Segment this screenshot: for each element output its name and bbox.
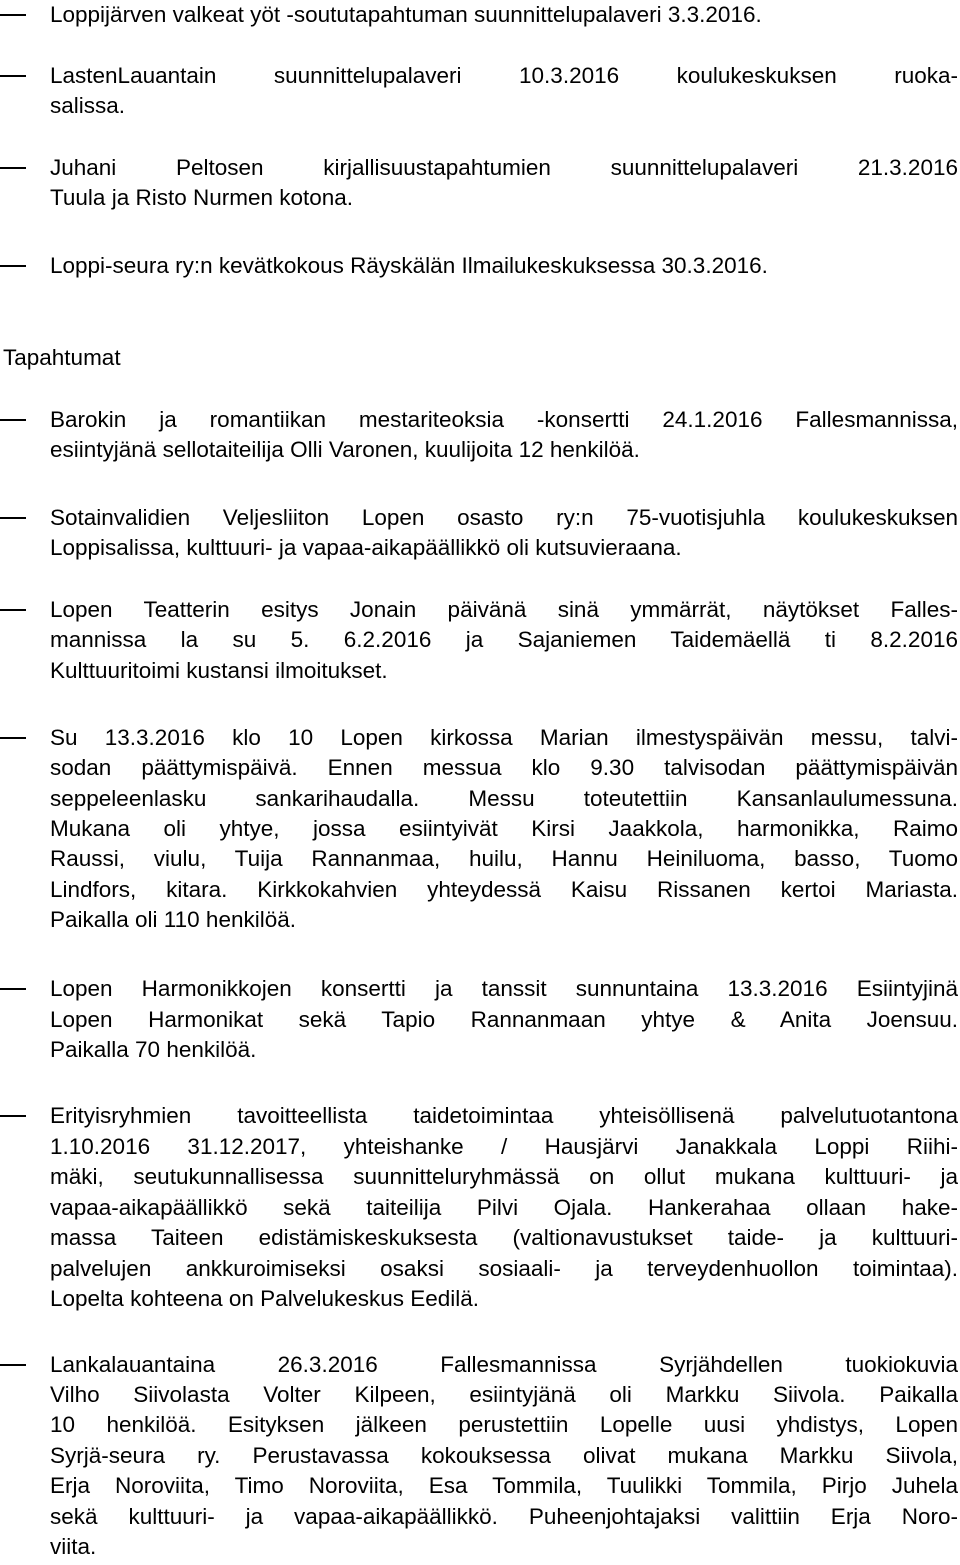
text-line: salissa. [50,93,126,118]
text-line: Lopen Harmonikat sekä Tapio Rannanmaan yhtye & Anita Joensuu. [50,1007,958,1032]
text-line: Loppijärven valkeat yöt -soututapahtuman suunnittelupalaveri 3.3.2016. [50,2,762,27]
text-line: massa Taiteen edistämiskeskuksesta (valtionavustukset taide- ja kulttuuri- [50,1225,958,1250]
text-line: Loppi-seura ry:n kevätkokous Räyskälän Ilmailukeskuksessa 30.3.2016. [50,253,768,278]
text-line: Barokin ja romantiikan mestariteoksia -konsertti 24.1.2016 Fallesmannissa, [50,407,958,432]
text-line: mäki, seutukunnallisessa suunnitteluryhmässä on ollut mukana kulttuuri- ja [50,1164,958,1189]
list-dash [0,167,26,169]
text-line: Lindfors, kitara. Kirkkokahvien yhteydessä Kaisu Rissanen kertoi Mariasta. [50,877,958,902]
text-line: Kulttuuritoimi kustansi ilmoitukset. [50,658,388,683]
text-line: Mukana oli yhtye, jossa esiintyivät Kirsi Jaakkola, harmonikka, Raimo [50,816,958,841]
text-line: Syrjä-seura ry. Perustavassa kokouksessa olivat mukana Markku Siivola, [50,1443,958,1468]
list-dash [0,75,26,77]
text-line: Lopen Teatterin esitys Jonain päivänä sinä ymmärrät, näytökset Falles- [50,597,958,622]
text-line: Lopelta kohteena on Palvelukeskus Eedilä. [50,1286,480,1311]
list-dash [0,1115,26,1117]
text-line: palvelujen ankkuroimiseksi osaksi sosiaali- ja terveydenhuollon toimintaa). [50,1256,958,1281]
text-line: 1.10.2016 31.12.2017, yhteishanke / Hausjärvi Janakkala Loppi Riihi- [50,1134,958,1159]
section-heading: Tapahtumat [3,345,121,370]
text-line: esiintyjänä sellotaiteilija Olli Varonen, kuulijoita 12 henkilöä. [50,437,640,462]
text-line: Loppisalissa, kulttuuri- ja vapaa-aikapäällikkö oli kutsuvieraana. [50,535,682,560]
text-line: Paikalla 70 henkilöä. [50,1037,257,1062]
list-dash [0,737,26,739]
text-line: mannissa la su 5. 6.2.2016 ja Sajaniemen Taidemäellä ti 8.2.2016 [50,627,958,652]
text-line: viita. [50,1534,97,1559]
text-line: Erityisryhmien tavoitteellista taidetoimintaa yhteisöllisenä palvelutuotantona [50,1103,958,1128]
text-line: 10 henkilöä. Esityksen jälkeen perustettiin Lopelle uusi yhdistys, Lopen [50,1412,958,1437]
text-line: Lopen Harmonikkojen konsertti ja tanssit sunnuntaina 13.3.2016 Esiintyjinä [50,976,958,1001]
text-line: sodan päättymispäivä. Ennen messua klo 9.30 talvisodan päättymispäivän [50,755,958,780]
text-line: Juhani Peltosen kirjallisuustapahtumien suunnittelupalaveri 21.3.2016 [50,155,958,180]
list-dash [0,265,26,267]
list-dash [0,988,26,990]
text-line: Vilho Siivolasta Volter Kilpeen, esiintyjänä oli Markku Siivola. Paikalla [50,1382,958,1407]
list-dash [0,419,26,421]
text-line: Paikalla oli 110 henkilöä. [50,907,296,932]
list-dash [0,609,26,611]
list-dash [0,517,26,519]
text-line: Erja Noroviita, Timo Noroviita, Esa Tommila, Tuulikki Tommila, Pirjo Juhela [50,1473,958,1498]
text-line: sekä kulttuuri- ja vapaa-aikapäällikkö. Puheenjohtajaksi valittiin Erja Noro- [50,1504,958,1529]
text-line: seppeleenlasku sankarihaudalla. Messu toteutettiin Kansanlaulumessuna. [50,786,958,811]
text-line: Sotainvalidien Veljesliiton Lopen osasto ry:n 75-vuotisjuhla koulukeskuksen [50,505,958,530]
text-line: Su 13.3.2016 klo 10 Lopen kirkossa Marian ilmestyspäivän messu, talvi- [50,725,958,750]
text-line: Tuula ja Risto Nurmen kotona. [50,185,354,210]
text-line: Lankalauantaina 26.3.2016 Fallesmannissa Syrjähdellen tuokiokuvia [50,1352,958,1377]
list-dash [0,1364,26,1366]
list-dash [0,14,26,16]
text-line: vapaa-aikapäällikkö sekä taiteilija Pilvi Ojala. Hankerahaa ollaan hake- [50,1195,958,1220]
text-line: LastenLauantain suunnittelupalaveri 10.3.2016 koulukeskuksen ruoka- [50,63,958,88]
text-line: Raussi, viulu, Tuija Rannanmaa, huilu, Hannu Heiniluoma, basso, Tuomo [50,846,958,871]
